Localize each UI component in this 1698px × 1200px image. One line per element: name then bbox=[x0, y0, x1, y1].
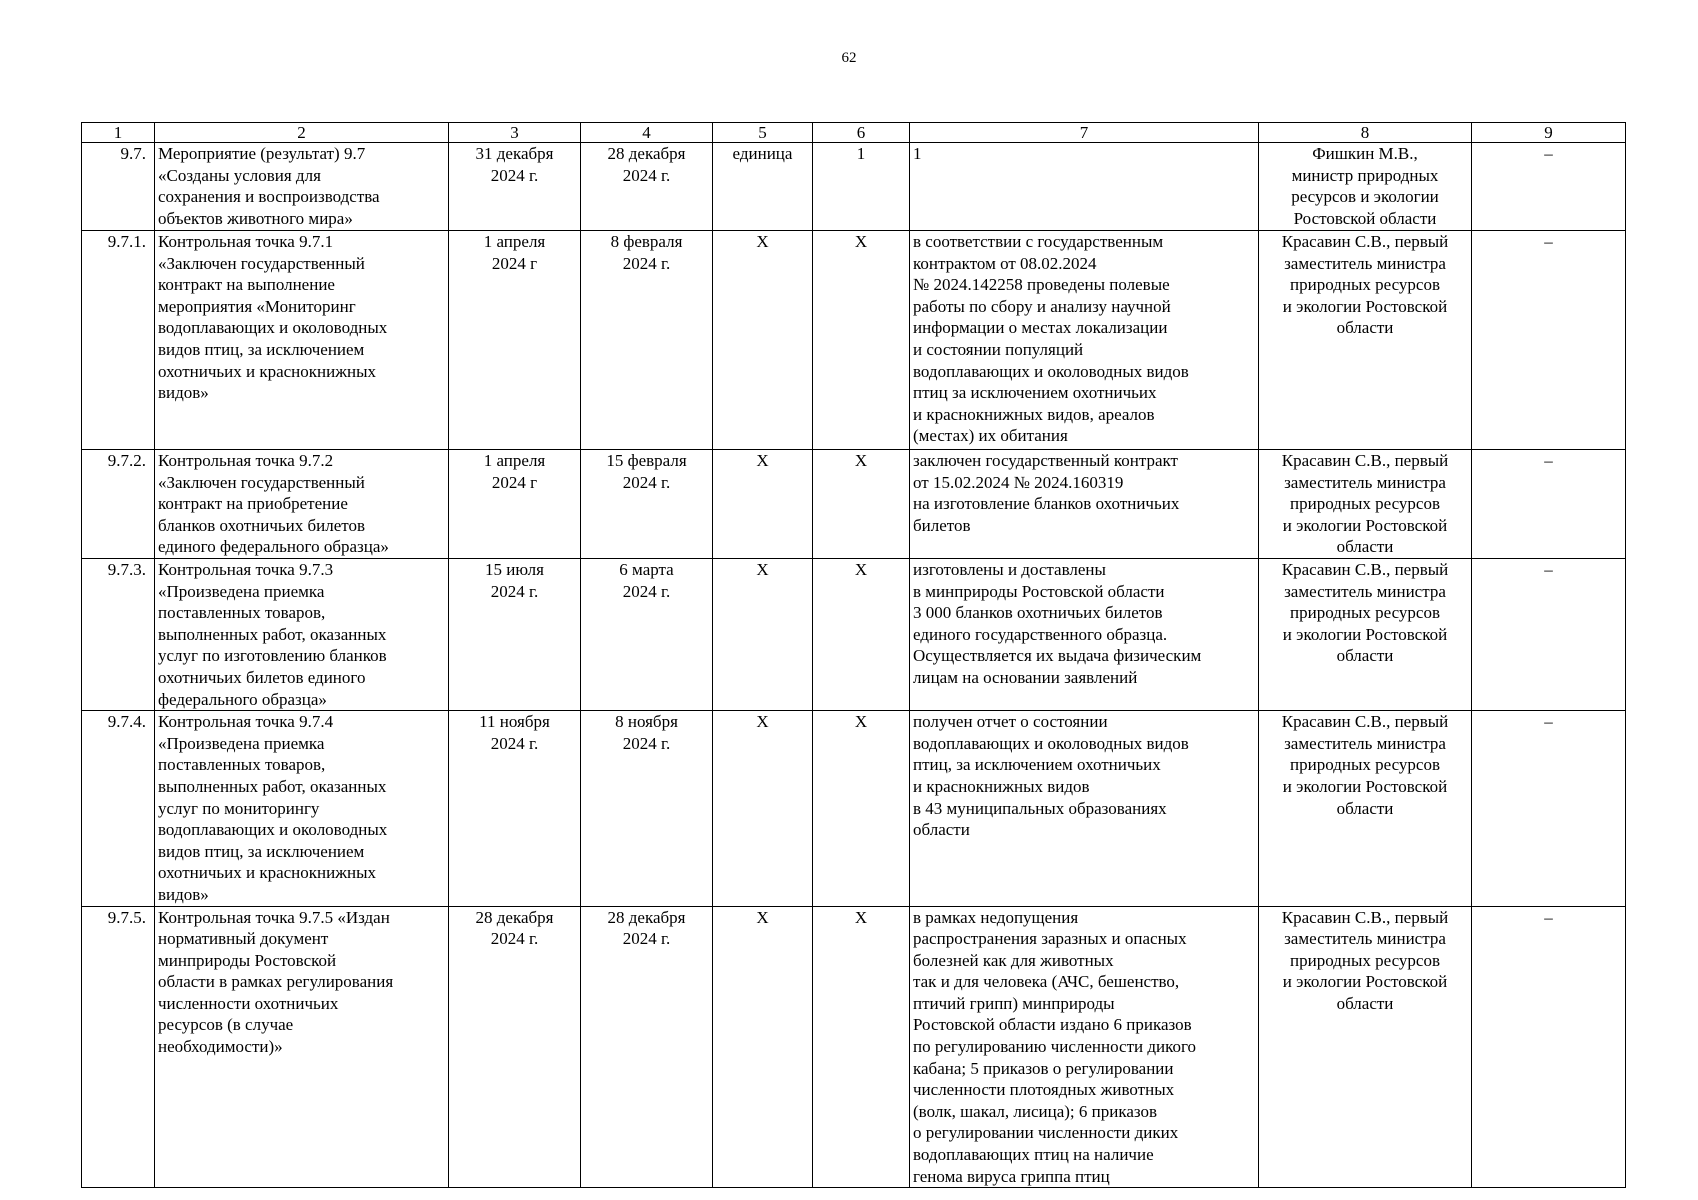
cell-responsible bbox=[1259, 559, 1472, 711]
cell-responsible-line: природных ресурсов bbox=[1290, 275, 1440, 295]
cell-plan-date bbox=[449, 231, 581, 450]
table-row bbox=[82, 906, 1626, 1188]
cell-actual-result-line: в соответствии с государственным bbox=[913, 232, 1164, 251]
cell-responsible-line: и экологии Ростовской bbox=[1282, 972, 1448, 992]
cell-actual-date-line: 28 декабря bbox=[607, 907, 686, 927]
cell-actual-result-line: заключен государственный контракт bbox=[913, 451, 1178, 470]
cell-responsible-line: природных ресурсов bbox=[1290, 494, 1440, 514]
cell-actual-result-line: на изготовление бланков охотничьих bbox=[913, 494, 1180, 514]
cell-actual-result-line: в 43 муниципальных образованиях bbox=[913, 798, 1167, 818]
cell-event-name-line: охотничьих и краснокнижных bbox=[158, 361, 376, 381]
cell-number: 9.7.1. bbox=[82, 231, 155, 450]
cell-event-name-line: водоплавающих и околоводных bbox=[158, 318, 388, 338]
cell-actual-date-line: 2024 г. bbox=[622, 929, 671, 949]
cell-actual-result-line: водоплавающих и околоводных видов bbox=[913, 361, 1189, 381]
cell-actual-result-line: 1 bbox=[913, 144, 922, 163]
cell-actual-result-line: птиц, за исключением охотничьих bbox=[913, 755, 1161, 775]
cell-actual-result-line: информации о местах локализации bbox=[913, 318, 1168, 338]
cell-unit: Х bbox=[713, 906, 813, 1188]
table-row bbox=[82, 711, 1626, 906]
cell-actual-result-line: водоплавающих птиц на наличие bbox=[913, 1145, 1154, 1165]
cell-actual-result bbox=[910, 231, 1259, 450]
cell-responsible-line: области bbox=[1336, 318, 1394, 338]
cell-plan-value: Х bbox=[813, 450, 910, 559]
cell-actual-result-line: и краснокнижных видов, ареалов bbox=[913, 404, 1155, 424]
cell-actual-result-line: Ростовской области издано 6 приказов bbox=[913, 1015, 1192, 1035]
cell-event-name bbox=[155, 450, 449, 559]
cell-event-name-line: «Заключен государственный bbox=[158, 253, 365, 273]
cell-event-name-line: необходимости)» bbox=[158, 1037, 283, 1057]
cell-actual-date-line: 6 марта bbox=[619, 560, 674, 579]
cell-plan-value: 1 bbox=[813, 143, 910, 231]
cell-plan-value: Х bbox=[813, 906, 910, 1188]
cell-event-name-line: «Заключен государственный bbox=[158, 472, 365, 492]
cell-event-name-line: видов» bbox=[158, 884, 209, 904]
cell-plan-date-line: 11 ноября bbox=[479, 712, 550, 732]
cell-event-name-line: охотничьих и краснокнижных bbox=[158, 863, 376, 883]
cell-responsible-line: заместитель министра bbox=[1284, 929, 1446, 949]
cell-event-name bbox=[155, 143, 449, 231]
cell-event-name-line: сохранения и воспроизводства bbox=[158, 187, 380, 207]
cell-plan-date-line: 2024 г bbox=[491, 472, 538, 492]
cell-unit: Х bbox=[713, 231, 813, 450]
cell-plan-date bbox=[449, 450, 581, 559]
cell-actual-result-line: работы по сбору и анализу научной bbox=[913, 296, 1171, 316]
cell-event-name-line: ресурсов (в случае bbox=[158, 1015, 294, 1035]
cell-responsible-line: и экологии Ростовской bbox=[1282, 776, 1448, 796]
cell-plan-date-line: 2024 г. bbox=[490, 733, 539, 753]
table-row bbox=[82, 143, 1626, 231]
cell-event-name-line: выполненных работ, оказанных bbox=[158, 624, 387, 644]
cell-event-name-line: видов птиц, за исключением bbox=[158, 841, 365, 861]
cell-responsible-line: заместитель министра bbox=[1284, 253, 1446, 273]
column-header: 4 bbox=[581, 123, 713, 143]
cell-responsible-line: заместитель министра bbox=[1284, 472, 1446, 492]
cell-event-name-line: Контрольная точка 9.7.4 bbox=[158, 712, 334, 732]
cell-event-name-line: нормативный документ bbox=[158, 929, 329, 949]
cell-note: – bbox=[1472, 906, 1626, 1188]
cell-actual-result-line: по регулированию численности дикого bbox=[913, 1037, 1197, 1057]
cell-plan-date-line: 2024 г. bbox=[490, 929, 539, 949]
cell-event-name-line: «Произведена приемка bbox=[158, 733, 325, 753]
cell-unit: Х bbox=[713, 450, 813, 559]
cell-event-name-line: поставленных товаров, bbox=[158, 755, 326, 775]
cell-actual-result bbox=[910, 450, 1259, 559]
cell-actual-result-line: № 2024.142258 проведены полевые bbox=[913, 275, 1170, 295]
cell-event-name-line: контракт на приобретение bbox=[158, 494, 348, 514]
cell-plan-value: Х bbox=[813, 711, 910, 906]
cell-responsible-line: Красавин С.В., первый bbox=[1281, 560, 1449, 579]
cell-actual-result-line: птиц за исключением охотничьих bbox=[913, 383, 1157, 403]
cell-event-name-line: минприроды Ростовской bbox=[158, 950, 337, 970]
cell-actual-result-line: Осуществляется их выдача физическим bbox=[913, 646, 1202, 666]
column-header: 6 bbox=[813, 123, 910, 143]
cell-event-name-line: объектов животного мира» bbox=[158, 208, 353, 228]
cell-plan-date-line: 2024 г. bbox=[490, 581, 539, 601]
cell-actual-result-line: кабана; 5 приказов о регулировании bbox=[913, 1058, 1174, 1078]
cell-responsible bbox=[1259, 906, 1472, 1188]
cell-responsible-line: ресурсов и экологии bbox=[1291, 187, 1439, 207]
cell-responsible-line: области bbox=[1336, 993, 1394, 1013]
cell-actual-result-line: (местах) их обитания bbox=[913, 426, 1068, 446]
cell-event-name-line: «Созданы условия для bbox=[158, 165, 321, 185]
cell-unit: Х bbox=[713, 559, 813, 711]
cell-event-name-line: федерального образца» bbox=[158, 689, 327, 709]
cell-event-name-line: бланков охотничьих билетов bbox=[158, 515, 366, 535]
cell-responsible-line: Красавин С.В., первый bbox=[1281, 451, 1449, 470]
report-table bbox=[81, 122, 1626, 1188]
cell-plan-date-line: 28 декабря bbox=[475, 907, 554, 927]
cell-event-name bbox=[155, 231, 449, 450]
cell-plan-date bbox=[449, 711, 581, 906]
cell-event-name-line: Контрольная точка 9.7.3 bbox=[158, 560, 334, 579]
cell-responsible-line: Красавин С.В., первый bbox=[1281, 712, 1449, 732]
cell-actual-result-line: (волк, шакал, лисица); 6 приказов bbox=[913, 1101, 1158, 1121]
cell-responsible bbox=[1259, 450, 1472, 559]
cell-actual-result-line: контрактом от 08.02.2024 bbox=[913, 253, 1097, 273]
cell-actual-result-line: 3 000 бланков охотничьих билетов bbox=[913, 603, 1163, 623]
table-body bbox=[82, 143, 1626, 1188]
cell-event-name-line: видов птиц, за исключением bbox=[158, 339, 365, 359]
cell-actual-result-line: единого государственного образца. bbox=[913, 624, 1168, 644]
cell-actual-date-line: 2024 г. bbox=[622, 581, 671, 601]
cell-event-name-line: услуг по изготовлению бланков bbox=[158, 646, 387, 666]
cell-actual-date-line: 8 февраля bbox=[610, 232, 683, 251]
cell-responsible-line: и экологии Ростовской bbox=[1282, 624, 1448, 644]
cell-actual-result-line: болезней как для животных bbox=[913, 950, 1114, 970]
cell-event-name bbox=[155, 906, 449, 1188]
cell-number: 9.7.5. bbox=[82, 906, 155, 1188]
cell-actual-date bbox=[581, 559, 713, 711]
cell-plan-date-line: 1 апреля bbox=[483, 232, 546, 251]
cell-event-name-line: видов» bbox=[158, 383, 209, 403]
cell-actual-result-line: распространения заразных и опасных bbox=[913, 929, 1187, 949]
cell-event-name-line: выполненных работ, оказанных bbox=[158, 776, 387, 796]
cell-plan-date-line: 1 апреля bbox=[483, 451, 546, 470]
cell-actual-result bbox=[910, 906, 1259, 1188]
cell-responsible-line: области bbox=[1336, 646, 1394, 666]
cell-responsible-line: природных ресурсов bbox=[1290, 950, 1440, 970]
cell-actual-result-line: о регулировании численности диких bbox=[913, 1123, 1179, 1143]
cell-event-name bbox=[155, 711, 449, 906]
table-row bbox=[82, 559, 1626, 711]
cell-actual-result-line: птичий грипп) минприроды bbox=[913, 993, 1115, 1013]
cell-number: 9.7.4. bbox=[82, 711, 155, 906]
cell-number: 9.7. bbox=[82, 143, 155, 231]
cell-plan-date-line: 15 июля bbox=[485, 560, 544, 579]
cell-event-name-line: Контрольная точка 9.7.1 bbox=[158, 232, 334, 251]
cell-responsible-line: и экологии Ростовской bbox=[1282, 515, 1448, 535]
cell-actual-result bbox=[910, 711, 1259, 906]
cell-responsible-line: области bbox=[1336, 798, 1394, 818]
cell-note: – bbox=[1472, 559, 1626, 711]
cell-actual-result-line: области bbox=[913, 820, 970, 840]
cell-actual-result-line: от 15.02.2024 № 2024.160319 bbox=[913, 472, 1124, 492]
cell-note: – bbox=[1472, 711, 1626, 906]
cell-plan-date bbox=[449, 143, 581, 231]
cell-unit: единица bbox=[713, 143, 813, 231]
cell-actual-date-line: 15 февраля bbox=[606, 451, 687, 470]
column-header: 8 bbox=[1259, 123, 1472, 143]
column-header: 5 bbox=[713, 123, 813, 143]
column-header: 3 bbox=[449, 123, 581, 143]
cell-actual-result-line: в рамках недопущения bbox=[913, 907, 1079, 927]
cell-responsible-line: Фишкин М.В., bbox=[1312, 144, 1418, 163]
cell-responsible-line: министр природных bbox=[1291, 165, 1439, 185]
cell-actual-date bbox=[581, 906, 713, 1188]
cell-event-name-line: «Произведена приемка bbox=[158, 581, 325, 601]
cell-actual-date-line: 2024 г. bbox=[622, 472, 671, 492]
cell-actual-result-line: и краснокнижных видов bbox=[913, 776, 1090, 796]
cell-responsible-line: Ростовской области bbox=[1293, 208, 1437, 228]
cell-responsible-line: области bbox=[1336, 537, 1394, 557]
cell-number: 9.7.3. bbox=[82, 559, 155, 711]
cell-responsible-line: и экологии Ростовской bbox=[1282, 296, 1448, 316]
cell-actual-result-line: в минприроды Ростовской области bbox=[913, 581, 1165, 601]
cell-actual-date-line: 2024 г. bbox=[622, 733, 671, 753]
cell-event-name-line: услуг по мониторингу bbox=[158, 798, 320, 818]
cell-actual-date-line: 8 ноября bbox=[615, 712, 678, 732]
cell-actual-date bbox=[581, 711, 713, 906]
cell-responsible-line: Красавин С.В., первый bbox=[1281, 907, 1449, 927]
cell-actual-result-line: лицам на основании заявлений bbox=[913, 667, 1138, 687]
cell-actual-result-line: так и для человека (АЧС, бешенство, bbox=[913, 972, 1180, 992]
cell-responsible-line: заместитель министра bbox=[1284, 581, 1446, 601]
cell-plan-value: Х bbox=[813, 559, 910, 711]
cell-plan-date-line: 31 декабря bbox=[475, 144, 554, 163]
cell-number: 9.7.2. bbox=[82, 450, 155, 559]
cell-actual-result-line: получен отчет о состоянии bbox=[913, 712, 1108, 732]
cell-event-name-line: водоплавающих и околоводных bbox=[158, 820, 388, 840]
cell-responsible-line: Красавин С.В., первый bbox=[1281, 232, 1449, 251]
cell-note: – bbox=[1472, 231, 1626, 450]
cell-actual-result bbox=[910, 143, 1259, 231]
cell-actual-result-line: билетов bbox=[913, 515, 971, 535]
page-number: 62 bbox=[841, 50, 857, 66]
cell-actual-date-line: 2024 г. bbox=[622, 165, 671, 185]
cell-event-name-line: области в рамках регулирования bbox=[158, 972, 394, 992]
cell-responsible-line: природных ресурсов bbox=[1290, 755, 1440, 775]
cell-plan-date bbox=[449, 906, 581, 1188]
cell-actual-date bbox=[581, 143, 713, 231]
cell-event-name-line: Контрольная точка 9.7.5 «Издан bbox=[158, 907, 390, 927]
cell-actual-result-line: генома вируса гриппа птиц bbox=[913, 1166, 1110, 1186]
cell-event-name-line: охотничьих билетов единого bbox=[158, 667, 366, 687]
cell-responsible-line: природных ресурсов bbox=[1290, 603, 1440, 623]
column-header: 7 bbox=[910, 123, 1259, 143]
cell-actual-result-line: изготовлены и доставлены bbox=[913, 560, 1106, 579]
cell-event-name-line: Контрольная точка 9.7.2 bbox=[158, 451, 334, 470]
cell-actual-result bbox=[910, 559, 1259, 711]
cell-actual-date-line: 28 декабря bbox=[607, 144, 686, 163]
cell-plan-date-line: 2024 г bbox=[491, 253, 538, 273]
cell-actual-result-line: численности плотоядных животных bbox=[913, 1080, 1175, 1100]
cell-event-name-line: численности охотничьих bbox=[158, 993, 339, 1013]
cell-event-name-line: мероприятия «Мониторинг bbox=[158, 296, 356, 316]
cell-event-name-line: Мероприятие (результат) 9.7 bbox=[158, 144, 366, 163]
table-row bbox=[82, 231, 1626, 450]
cell-responsible bbox=[1259, 711, 1472, 906]
column-header: 1 bbox=[82, 123, 155, 143]
cell-unit: Х bbox=[713, 711, 813, 906]
cell-responsible-line: заместитель министра bbox=[1284, 733, 1446, 753]
cell-note: – bbox=[1472, 143, 1626, 231]
cell-event-name-line: контракт на выполнение bbox=[158, 275, 335, 295]
cell-note: – bbox=[1472, 450, 1626, 559]
cell-responsible bbox=[1259, 231, 1472, 450]
cell-plan-value: Х bbox=[813, 231, 910, 450]
table-row bbox=[82, 450, 1626, 559]
column-number-row bbox=[82, 123, 1626, 143]
cell-event-name bbox=[155, 559, 449, 711]
column-header: 9 bbox=[1472, 123, 1626, 143]
cell-event-name-line: единого федерального образца» bbox=[158, 537, 389, 557]
cell-actual-result-line: водоплавающих и околоводных видов bbox=[913, 733, 1189, 753]
cell-plan-date-line: 2024 г. bbox=[490, 165, 539, 185]
cell-actual-date-line: 2024 г. bbox=[622, 253, 671, 273]
cell-responsible bbox=[1259, 143, 1472, 231]
cell-actual-result-line: и состоянии популяций bbox=[913, 339, 1084, 359]
cell-actual-date bbox=[581, 231, 713, 450]
cell-event-name-line: поставленных товаров, bbox=[158, 603, 326, 623]
cell-plan-date bbox=[449, 559, 581, 711]
column-header: 2 bbox=[155, 123, 449, 143]
cell-actual-date bbox=[581, 450, 713, 559]
